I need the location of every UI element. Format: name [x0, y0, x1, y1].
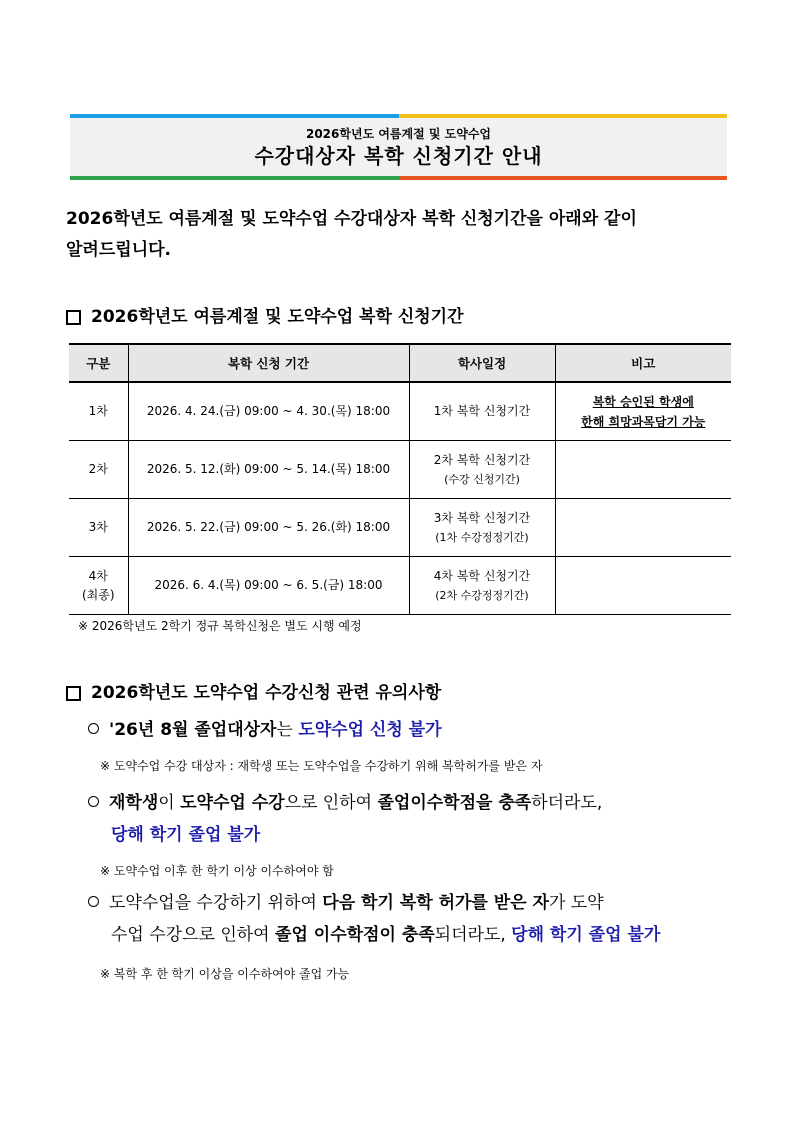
- schedule-line-1: 3차 복학 신청기간: [433, 510, 531, 525]
- schedule-line-1: 2차 복학 신청기간: [433, 452, 531, 467]
- banner-bottom-bar: [70, 176, 727, 180]
- table-header-row: [69, 344, 731, 382]
- circle-bullet-icon: [88, 796, 99, 807]
- schedule-line-2: (수강 신청기간): [444, 472, 520, 486]
- cell-period: 2026. 5. 12.(화) 09:00 ~ 5. 14.(목) 18:00: [128, 441, 409, 499]
- note-line-2: 한해 희망과목담기 가능: [581, 414, 706, 429]
- cell-period: 2026. 5. 22.(금) 09:00 ~ 5. 26.(화) 18:00: [128, 499, 409, 557]
- intro-line-2: 알려드립니다.: [66, 240, 171, 260]
- title-banner: [70, 114, 727, 180]
- note-3: ※ 복학 후 한 학기 이상을 이수하여야 졸업 가능: [100, 967, 350, 981]
- bullet-3: 도약수업을 수강하기 위하여 다음 학기 복학 허가를 받은 자가 도약 수업 수강으로 인하여 졸업 이수학점이 충족되더라도, 당해 학기 졸업 불가: [88, 887, 660, 951]
- cell-schedule: [409, 441, 555, 499]
- cell-round: [69, 557, 128, 615]
- bullet-2: 재학생이 도약수업 수강으로 인하여 졸업이수학점을 충족하더라도, 당해 학기 졸업 불가: [88, 787, 602, 851]
- header-note: 비고: [555, 344, 731, 382]
- schedule-table: [69, 343, 731, 615]
- table-row: [69, 441, 731, 499]
- cell-note: [555, 499, 731, 557]
- header-round: 구분: [69, 344, 128, 382]
- cell-note: [555, 382, 731, 441]
- intro-line-1: 2026학년도 여름계절 및 도약수업 수강대상자 복학 신청기간을 아래와 같이: [66, 209, 637, 229]
- cell-period: 2026. 4. 24.(금) 09:00 ~ 4. 30.(목) 18:00: [128, 382, 409, 441]
- table-row: [69, 499, 731, 557]
- section-2-heading: [66, 680, 441, 706]
- note-1: ※ 도약수업 수강 대상자 : 재학생 또는 도약수업을 수강하기 위해 복학허가를 받은 자: [100, 759, 543, 773]
- checkbox-icon: [66, 686, 81, 701]
- bullet-1: '26년 8월 졸업대상자는 도약수업 신청 불가: [88, 714, 442, 746]
- banner-body: [70, 118, 727, 176]
- cell-note: [555, 557, 731, 615]
- round-line-2: (최종): [81, 587, 115, 602]
- banner-subtitle: 2026학년도 여름계절 및 도약수업: [305, 127, 492, 141]
- section-2-title: 2026학년도 도약수업 수강신청 관련 유의사항: [91, 683, 442, 703]
- note-2: ※ 도약수업 이후 한 학기 이상 이수하여야 함: [100, 864, 334, 878]
- schedule-line-1: 4차 복학 신청기간: [433, 568, 531, 583]
- table-row: [69, 382, 731, 441]
- cell-schedule: [409, 557, 555, 615]
- section-1-title: 2026학년도 여름계절 및 도약수업 복학 신청기간: [91, 307, 464, 327]
- intro-text: [66, 204, 736, 266]
- checkbox-icon: [66, 310, 81, 325]
- note-line-1: 복학 승인된 학생에: [592, 394, 694, 409]
- circle-bullet-icon: [88, 723, 99, 734]
- circle-bullet-icon: [88, 896, 99, 907]
- section-1-heading: [66, 304, 464, 330]
- round-line-1: 4차: [88, 568, 108, 583]
- header-period: 복학 신청 기간: [128, 344, 409, 382]
- header-schedule: 학사일정: [409, 344, 555, 382]
- table-row: [69, 557, 731, 615]
- cell-round: 1차: [69, 382, 128, 441]
- cell-note: [555, 441, 731, 499]
- schedule-line-2: (2차 수강정정기간): [435, 588, 529, 602]
- schedule-line-2: (1차 수강정정기간): [435, 530, 529, 544]
- cell-schedule: 1차 복학 신청기간: [409, 382, 555, 441]
- banner-title: 수강대상자 복학 신청기간 안내: [254, 144, 543, 168]
- cell-round: 3차: [69, 499, 128, 557]
- cell-schedule: [409, 499, 555, 557]
- section-1-footnote: ※ 2026학년도 2학기 정규 복학신청은 별도 시행 예정: [78, 619, 362, 633]
- cell-round: 2차: [69, 441, 128, 499]
- cell-period: 2026. 6. 4.(목) 09:00 ~ 6. 5.(금) 18:00: [128, 557, 409, 615]
